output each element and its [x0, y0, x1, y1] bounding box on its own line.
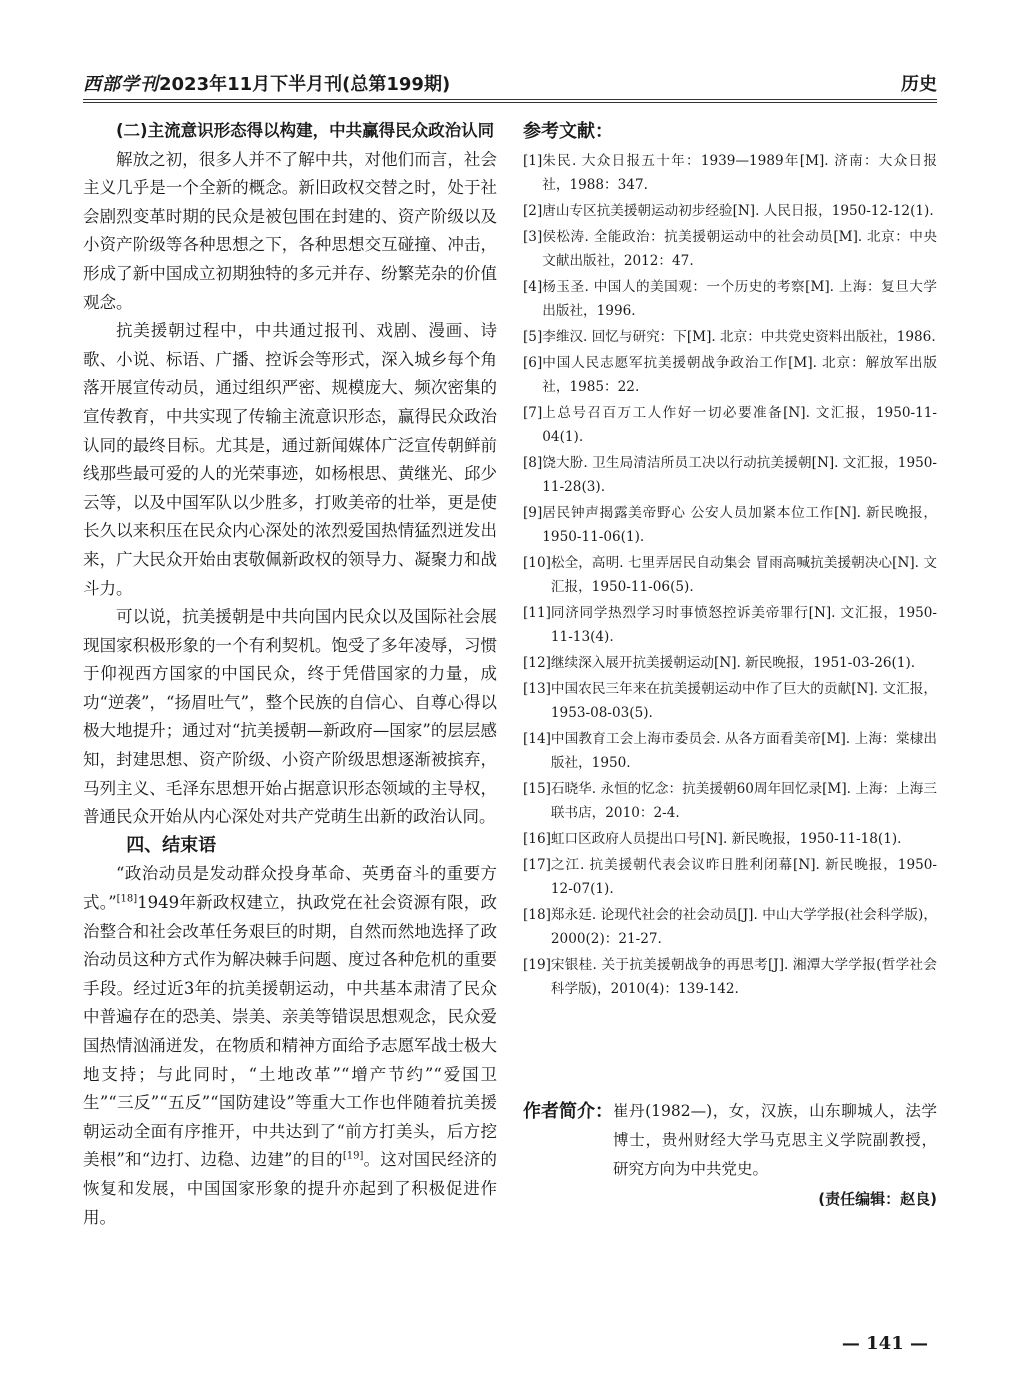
author-label: 作者简介：: [523, 1101, 613, 1122]
reference-item: [523, 601, 937, 649]
author-text: 崔丹(1982—)，女，汉族，山东聊城人，法学博士，贵州财经大学马克思主义学院副教授，研究方向为中共党史。: [613, 1102, 937, 1178]
issue-info: 2023年11月下半月刊(总第199期): [159, 74, 451, 95]
reference-item: [523, 451, 937, 499]
reference-text: 之江. 抗美援朝代表会议昨日胜利闭幕[N]. 新民晚报，1950-12-07(1).: [550, 857, 937, 897]
author-bio: [523, 1097, 937, 1184]
quote: “政治动员是发动群众投身革命、英勇奋斗的重要方式。”: [83, 864, 497, 913]
reference-item: [523, 827, 937, 851]
reference-text: 松全，高明. 七里弄居民自动集会 冒雨高喊抗美援朝决心[N]. 文汇报，1950-11-06(5).: [550, 555, 937, 595]
reference-item: [523, 777, 937, 825]
header-rule: [83, 102, 937, 103]
reference-item: [523, 651, 937, 675]
reference-number: [16]: [523, 831, 551, 847]
reference-item: [523, 727, 937, 775]
text: 1949年新政权建立，执政党在社会资源有限，政治整合和社会改革任务艰巨的时期，自然而然地选择了政治动员这种方式作为解决棘手问题、度过各种危机的重要手段。经过近3年的抗美援朝运动，中共基本肃清了民众中普遍存在的恐美、崇美、亲美等错误思想观念，民众爱国热情汹涌迸发，在物质和精神方面给予志愿军战士极大地支持；与此同时，“土地改革”“增产节约”“爱国卫生”“三反”“五反”“国防建设”等重大工作也伴随着抗美援朝运动全面有序推开，中共达到了“前方打美头，后方挖美根”和“边打、边稳、边建”的目的: [83, 893, 498, 1170]
journal-logo: 西部学刊: [83, 74, 159, 95]
section-heading: 四、结束语: [126, 834, 217, 856]
reference-item: [523, 325, 937, 349]
reference-item: [523, 853, 937, 901]
editor-note: (责任编辑：赵良): [818, 1190, 937, 1208]
reference-text: 居民钟声揭露美帝野心 公安人员加紧本位工作[N]. 新民晚报，1950-11-06(1).: [542, 505, 937, 545]
journal-issue: [83, 70, 450, 96]
reference-item: [523, 953, 937, 1001]
reference-item: [523, 149, 937, 197]
left-column: [83, 117, 497, 1232]
reference-item: [523, 501, 937, 549]
references-title: 参考文献：: [523, 121, 613, 142]
reference-number: [17]: [523, 857, 551, 873]
reference-number: [12]: [523, 655, 551, 671]
reference-number: [2]: [523, 203, 543, 219]
paragraph: 可以说，抗美援朝是中共向国内民众以及国际社会展现国家积极形象的一个有利契机。饱受了多年凌辱，习惯于仰视西方国家的中国民众，终于凭借国家的力量，成功“逆袭”，“扬眉吐气”，整个民族的自信心、自尊心得以极大地提升；通过对“抗美援朝—新政府—国家”的层层感知，封建思想、资产阶级、小资产阶级思想逐渐被摈弃，马列主义、毛泽东思想开始占据意识形态领域的主导权，普通民众开始从内心深处对共产党萌生出新的政治认同。: [83, 607, 497, 827]
reference-number: [7]: [523, 405, 543, 421]
reference-text: 朱民. 大众日报五十年：1939—1989年[M]. 济南：大众日报社，1988：347.: [542, 153, 937, 193]
reference-item: [523, 275, 937, 323]
reference-number: [19]: [523, 957, 551, 973]
reference-text: 饶大朌. 卫生局清洁所员工决以行动抗美援朝[N]. 文汇报，1950-11-28(3).: [542, 455, 937, 495]
reference-text: 中国人民志愿军抗美援朝战争政治工作[M]. 北京：解放军出版社，1985：22.: [542, 355, 937, 395]
reference-text: 上总号召百万工人作好一切必要准备[N]. 文汇报，1950-11-04(1).: [542, 405, 937, 445]
paragraph: [83, 860, 497, 1232]
section-name: 历史: [901, 74, 937, 95]
reference-number: [10]: [523, 555, 551, 571]
reference-number: [8]: [523, 455, 543, 471]
reference-text: 侯松涛. 全能政治：抗美援朝运动中的社会动员[M]. 北京：中央文献出版社，2012：47.: [542, 229, 937, 269]
reference-text: 虹口区政府人员提出口号[N]. 新民晚报，1950-11-18(1).: [550, 831, 902, 847]
paragraph: 解放之初，很多人并不了解中共，对他们而言，社会主义几乎是一个全新的概念。新旧政权交替之时，处于社会剧烈变革时期的民众是被包围在封建的、资产阶级以及小资产阶级等各种思想之下，各种思想交互碰撞、冲击，形成了新中国成立初期独特的多元并存、纷繁芜杂的价值观念。: [83, 149, 497, 312]
reference-number: [3]: [523, 229, 543, 245]
reference-number: [6]: [523, 355, 543, 371]
reference-text: 中国农民三年来在抗美援朝运动中作了巨大的贡献[N]. 文汇报，1953-08-03(5).: [550, 681, 937, 721]
reference-item: [523, 401, 937, 449]
reference-item: [523, 903, 937, 951]
page-number: — 141 —: [841, 1333, 928, 1354]
reference-number: [18]: [523, 907, 551, 923]
citation: [19]: [342, 1150, 364, 1162]
reference-item: [523, 225, 937, 273]
reference-text: 李维汉. 回忆与研究：下[M]. 北京：中共党史资料出版社，1986.: [542, 329, 936, 345]
text: 。这对国民经济的恢复和发展，中国国家形象的提升亦起到了积极促进作用。: [83, 1150, 497, 1227]
running-header: [83, 70, 937, 98]
reference-number: [13]: [523, 681, 551, 697]
reference-text: 中国教育工会上海市委员会. 从各方面看美帝[M]. 上海：棠棣出版社，1950.: [550, 731, 937, 771]
reference-item: [523, 199, 937, 223]
header-rule: [83, 99, 937, 100]
reference-item: [523, 351, 937, 399]
reference-number: [1]: [523, 153, 543, 169]
reference-number: [11]: [523, 605, 551, 621]
reference-number: [5]: [523, 329, 543, 345]
reference-text: 杨玉圣. 中国人的美国观：一个历史的考察[M]. 上海：复旦大学出版社，1996.: [542, 279, 937, 319]
reference-text: 继续深入展开抗美援朝运动[N]. 新民晚报，1951-03-26(1).: [550, 655, 916, 671]
reference-number: [4]: [523, 279, 543, 295]
reference-text: 唐山专区抗美援朝运动初步经验[N]. 人民日报，1950-12-12(1).: [542, 203, 934, 219]
reference-item: [523, 551, 937, 599]
subheading: (二)主流意识形态得以构建，中共赢得民众政治认同: [116, 121, 495, 140]
reference-text: 同济同学热烈学习时事愤怒控诉美帝罪行[N]. 文汇报，1950-11-13(4).: [550, 605, 937, 645]
reference-number: [14]: [523, 731, 551, 747]
reference-text: 宋银桂. 关于抗美援朝战争的再思考[J]. 湘潭大学学报(哲学社会科学版)，2010(4)：139-142.: [550, 957, 937, 997]
references: [523, 117, 937, 1003]
reference-text: 郑永廷. 论现代社会的社会动员[J]. 中山大学学报(社会科学版)，2000(2)：21-27.: [550, 907, 937, 947]
reference-text: 石晓华. 永恒的忆念：抗美援朝60周年回忆录[M]. 上海：上海三联书店，2010：2-4.: [550, 781, 937, 821]
reference-item: [523, 677, 937, 725]
citation: [18]: [116, 893, 138, 905]
reference-number: [15]: [523, 781, 551, 797]
reference-number: [9]: [523, 505, 543, 521]
paragraph: 抗美援朝过程中，中共通过报刊、戏剧、漫画、诗歌、小说、标语、广播、控诉会等形式，深入城乡每个角落开展宣传动员，通过组织严密、规模庞大、频次密集的宣传教育，中共实现了传输主流意识形态，赢得民众政治认同的最终目标。尤其是，通过新闻媒体广泛宣传朝鲜前线那些最可爱的人的光荣事迹，如杨根思、黄继光、邱少云等，以及中国军队以少胜多，打败美帝的壮举，更是使长久以来积压在民众内心深处的浓烈爱国热情猛烈迸发出来，广大民众开始由衷敬佩新政权的领导力、凝聚力和战斗力。: [83, 321, 497, 598]
